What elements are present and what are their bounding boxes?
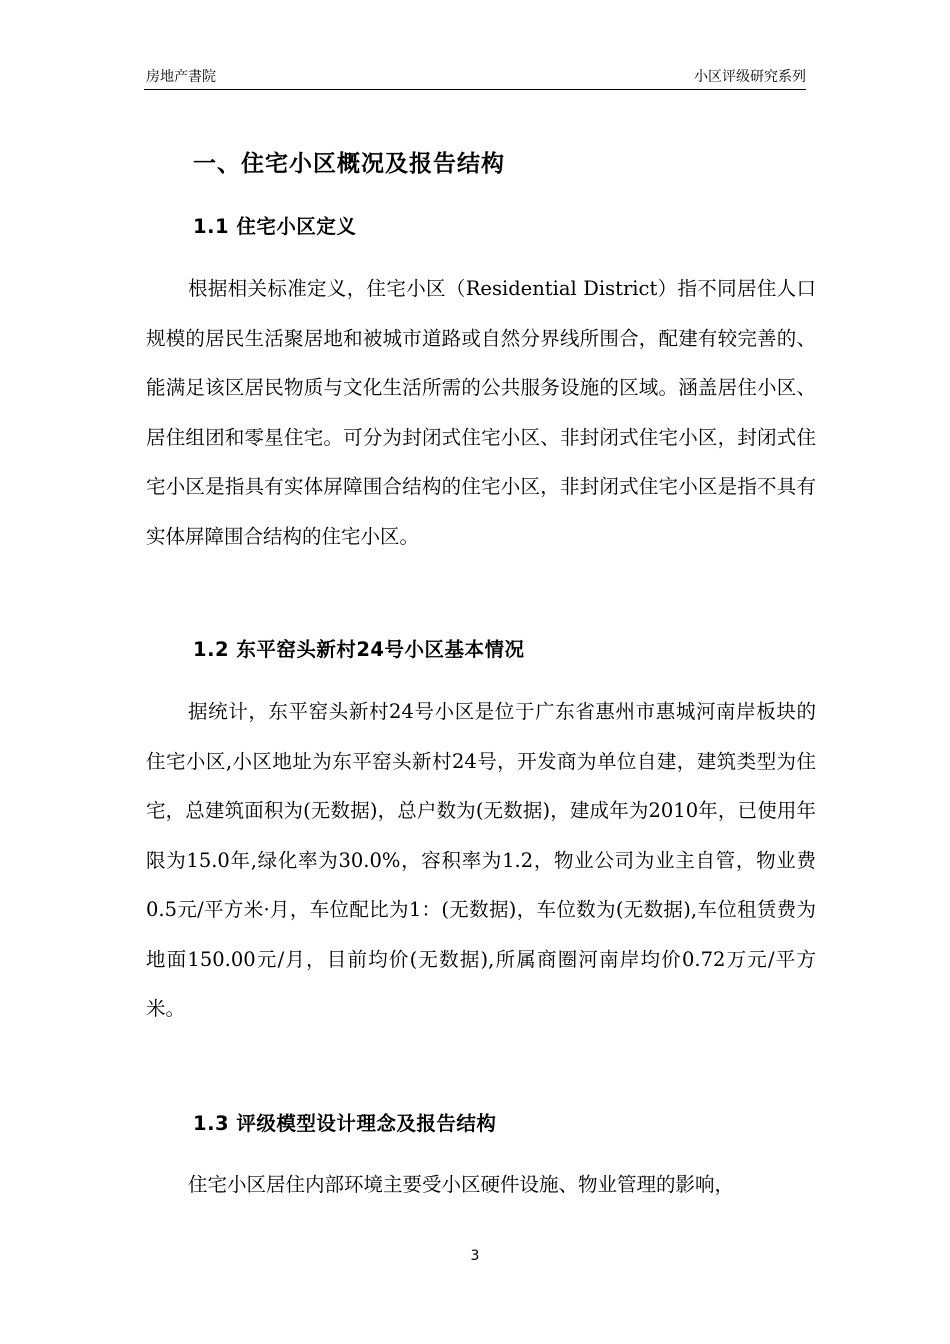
paragraph-model-design: 住宅小区居住内部环境主要受小区硬件设施、物业管理的影响， (188, 1173, 735, 1196)
subsection-heading-1-1: 1.1 住宅小区定义 (193, 215, 357, 238)
subsection-heading-1-2: 1.2 东平窑头新村24号小区基本情况 (193, 638, 525, 661)
paragraph-definition: 根据相关标准定义，住宅小区（Residential District）指不同居住人口规模的居民生活聚居地和被城市道路或自然分界线所围合，配建有较完善的、能满足该区居民物质与文化生活所需的公共服务设施的区域。涵盖居住小区、居住组团和零星住宅。可分为封闭式住宅小区、非封闭式住宅小区，封闭式住宅小区是指具有实体屏障围合结构的住宅小区，非封闭式住宅小区是指不具有实体屏障围合结构的住宅小区。 (146, 277, 816, 548)
header-right-title: 小区评级研究系列 (694, 69, 806, 85)
paragraph-community-info: 据统计，东平窑头新村24号小区是位于广东省惠州市惠城河南岸板块的住宅小区,小区地址为东平窑头新村24号，开发商为单位自建，建筑类型为住宅，总建筑面积为(无数据)，总户数为(无数据)，建成年为2010年，已使用年限为15.0年,绿化率为30.0%，容积率为1.2，物业公司为业主自管，物业费0.5元/平方米·月，车位配比为1：(无数据)，车位数为(无数据),车位租赁费为地面150.00元/月，目前均价(无数据),所属商圈河南岸均价0.72万元/平方米。 (146, 700, 816, 1020)
header-divider (144, 89, 806, 90)
section-title: 一、住宅小区概况及报告结构 (193, 151, 505, 177)
page-number: 3 (470, 1248, 480, 1264)
header-left-title: 房地产書院 (146, 69, 216, 85)
subsection-heading-1-3: 1.3 评级模型设计理念及报告结构 (193, 1112, 497, 1135)
